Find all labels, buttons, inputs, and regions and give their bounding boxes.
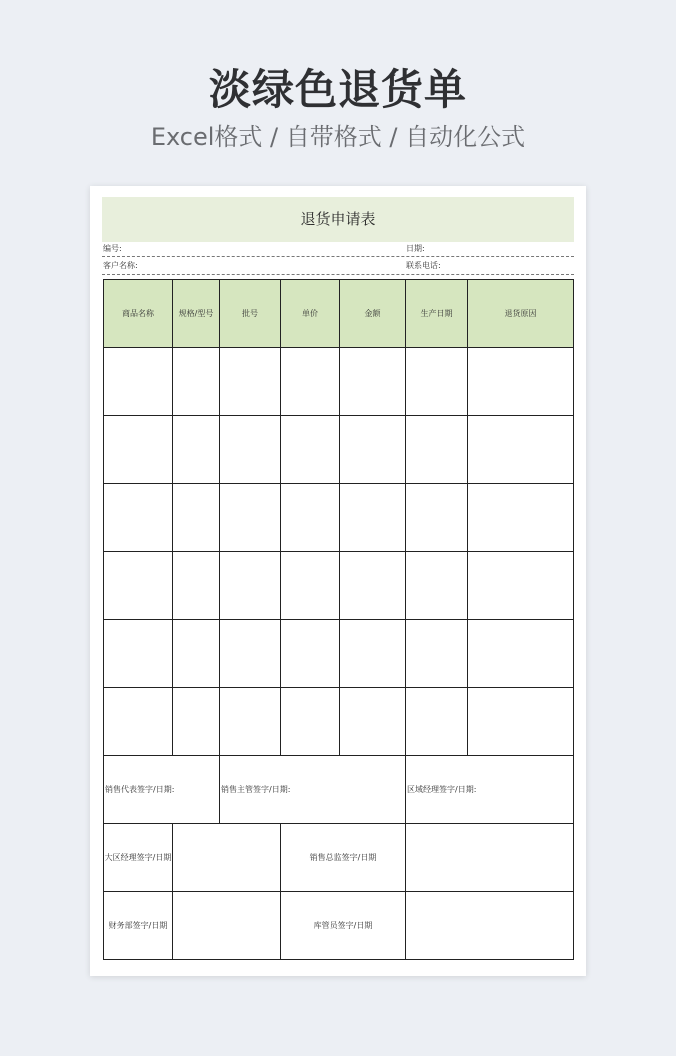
table-cell[interactable] bbox=[104, 484, 173, 552]
divider-line bbox=[102, 256, 574, 257]
sales-director-signature-label: 销售总监签字/日期 bbox=[281, 824, 406, 892]
table-row bbox=[104, 688, 574, 756]
return-items-table bbox=[103, 279, 574, 960]
warehouse-signature-label: 库管员签字/日期 bbox=[281, 892, 406, 960]
table-cell[interactable] bbox=[281, 348, 340, 416]
table-cell[interactable] bbox=[406, 620, 468, 688]
table-cell[interactable] bbox=[220, 620, 281, 688]
signature-row bbox=[104, 756, 574, 824]
banner-subtitle: Excel格式 / 自带格式 / 自动化公式 bbox=[150, 123, 526, 151]
table-cell[interactable] bbox=[104, 416, 173, 484]
table-cell[interactable] bbox=[406, 688, 468, 756]
table-cell[interactable] bbox=[173, 688, 220, 756]
column-header-batch: 批号 bbox=[220, 280, 281, 348]
sales-rep-signature-label: 销售代表签字/日期: bbox=[104, 756, 220, 824]
table-header-row bbox=[104, 280, 574, 348]
table-cell[interactable] bbox=[340, 552, 406, 620]
table-cell[interactable] bbox=[468, 416, 574, 484]
table-cell[interactable] bbox=[173, 552, 220, 620]
table-cell[interactable] bbox=[406, 484, 468, 552]
sales-supervisor-signature-label: 销售主管签字/日期: bbox=[220, 756, 406, 824]
table-cell[interactable] bbox=[173, 416, 220, 484]
table-cell[interactable] bbox=[220, 484, 281, 552]
table-cell[interactable] bbox=[104, 348, 173, 416]
table-cell[interactable] bbox=[406, 552, 468, 620]
warehouse-signature-field[interactable] bbox=[406, 892, 574, 960]
table-cell[interactable] bbox=[406, 348, 468, 416]
table-cell[interactable] bbox=[281, 688, 340, 756]
table-cell[interactable] bbox=[281, 484, 340, 552]
signature-row bbox=[104, 824, 574, 892]
finance-signature-label: 财务部签字/日期 bbox=[104, 892, 173, 960]
signature-row bbox=[104, 892, 574, 960]
table-cell[interactable] bbox=[468, 484, 574, 552]
sales-director-signature-field[interactable] bbox=[406, 824, 574, 892]
table-cell[interactable] bbox=[340, 688, 406, 756]
table-cell[interactable] bbox=[104, 620, 173, 688]
divider-line bbox=[102, 274, 574, 275]
number-label: 编号: bbox=[103, 244, 122, 253]
table-cell[interactable] bbox=[468, 348, 574, 416]
form-title: 退货申请表 bbox=[102, 197, 574, 242]
column-header-amount: 金额 bbox=[340, 280, 406, 348]
table-cell[interactable] bbox=[173, 620, 220, 688]
phone-label: 联系电话: bbox=[406, 261, 441, 270]
table-row bbox=[104, 348, 574, 416]
table-row bbox=[104, 416, 574, 484]
table-cell[interactable] bbox=[468, 688, 574, 756]
table-cell[interactable] bbox=[340, 416, 406, 484]
column-header-product: 商品名称 bbox=[104, 280, 173, 348]
table-cell[interactable] bbox=[468, 552, 574, 620]
column-header-unit-price: 单价 bbox=[281, 280, 340, 348]
table-cell[interactable] bbox=[173, 348, 220, 416]
table-cell[interactable] bbox=[340, 620, 406, 688]
table-row bbox=[104, 484, 574, 552]
table-cell[interactable] bbox=[104, 552, 173, 620]
table-cell[interactable] bbox=[281, 552, 340, 620]
table-cell[interactable] bbox=[220, 552, 281, 620]
customer-label: 客户名称: bbox=[103, 261, 138, 270]
table-cell[interactable] bbox=[281, 620, 340, 688]
regional-manager-signature-label: 区域经理签字/日期: bbox=[406, 756, 574, 824]
finance-signature-field[interactable] bbox=[173, 892, 281, 960]
column-header-return-reason: 退货原因 bbox=[468, 280, 574, 348]
column-header-spec: 规格/型号 bbox=[173, 280, 220, 348]
table-row bbox=[104, 620, 574, 688]
table-cell[interactable] bbox=[220, 416, 281, 484]
table-cell[interactable] bbox=[220, 688, 281, 756]
form-sheet bbox=[90, 186, 586, 976]
table-cell[interactable] bbox=[173, 484, 220, 552]
table-row bbox=[104, 552, 574, 620]
area-manager-signature-label: 大区经理签字/日期 bbox=[104, 824, 173, 892]
table-cell[interactable] bbox=[281, 416, 340, 484]
table-cell[interactable] bbox=[340, 484, 406, 552]
table-cell[interactable] bbox=[220, 348, 281, 416]
table-cell[interactable] bbox=[340, 348, 406, 416]
table-cell[interactable] bbox=[468, 620, 574, 688]
date-label: 日期: bbox=[406, 244, 425, 253]
column-header-production-date: 生产日期 bbox=[406, 280, 468, 348]
table-cell[interactable] bbox=[104, 688, 173, 756]
area-manager-signature-field[interactable] bbox=[173, 824, 281, 892]
table-cell[interactable] bbox=[406, 416, 468, 484]
banner-title: 淡绿色退货单 bbox=[208, 65, 467, 114]
